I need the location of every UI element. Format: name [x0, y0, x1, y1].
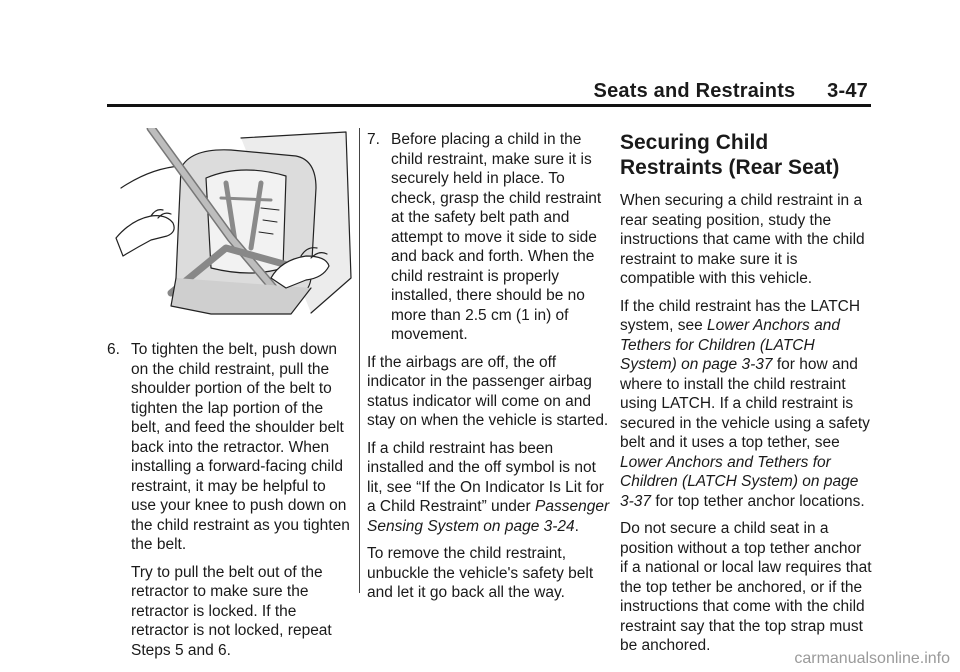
paragraph: Do not secure a child seat in a position without a top tether anchor if a national or local law requires that the top tether be anchored, or if the instructions that come with the child restraint say that the top strap must be anchored. [620, 520, 872, 654]
step-6-followup: Try to pull the belt out of the retractor to make sure the retractor is locked. If the retractor is not locked, repeat Steps 5 and 6. [131, 563, 332, 659]
cross-reference: Lower Anchors and Tethers for Children (LATCH System) on page 3-37 [620, 317, 840, 373]
text: If a child restraint has been installed and the off symbol is not lit, see “If the On Indicator Is Lit for a Child Restraint” under [367, 439, 604, 515]
child-seat-illustration [111, 128, 356, 318]
text: . [574, 517, 579, 535]
text: for how and where to install the child restraint using LATCH. If a child restraint is secured in the vehicle using a safety belt and it uses a top tether, see [620, 356, 870, 451]
column-divider [359, 128, 360, 593]
step-text: To tighten the belt, push down on the child restraint, pull the shoulder portion of the belt to tighten the lap portion of the belt, and feed the shoulder belt back into the retractor. When installing a forward-facing child restraint, it may be helpful to use your knee to push down on the child restraint as you tighten the belt. [131, 341, 350, 553]
page-header [594, 80, 868, 103]
column-3 [620, 130, 872, 664]
cross-reference: Lower Anchors and Tethers for Children (LATCH System) on page 3-37 [620, 453, 859, 510]
page-number: 3-47 [827, 80, 868, 102]
cross-reference: Passenger Sensing System on page 3-24 [367, 498, 610, 535]
child-seat-drawing [111, 128, 356, 318]
paragraph [367, 439, 612, 537]
section-heading: Securing Child Restraints (Rear Seat) [620, 131, 840, 179]
text: If the child restraint has the LATCH system, see [620, 297, 861, 334]
step-text: Before placing a child in the child restraint, make sure it is securely held in place. To check, grasp the child restraint at the safety belt path and attempt to move it side to side and back and forth. When the child restraint is properly installed, there should be no more than 2.5 cm (1 in) of movement. [391, 131, 602, 343]
paragraph: When securing a child restraint in a rear seating position, study the instructions that came with the child restraint to make sure it is compatible with this vehicle. [620, 192, 865, 287]
step-number: 7. [367, 131, 380, 148]
paragraph [620, 297, 872, 512]
header-rule [107, 104, 871, 107]
column-2 [367, 130, 612, 611]
step-6 [107, 340, 352, 555]
watermark: carmanualsonline.info [794, 650, 950, 667]
paragraph: If the airbags are off, the off indicator in the passenger airbag status indicator will come on and stay on when the vehicle is started. [367, 353, 609, 429]
column-1 [107, 128, 352, 668]
section-title-header: Seats and Restraints [593, 80, 796, 102]
step-7 [367, 130, 612, 345]
step-number: 6. [107, 341, 120, 358]
text: for top tether anchor locations. [651, 492, 865, 510]
paragraph: To remove the child restraint, unbuckle the vehicle's safety belt and let it go back all the way. [367, 545, 594, 601]
